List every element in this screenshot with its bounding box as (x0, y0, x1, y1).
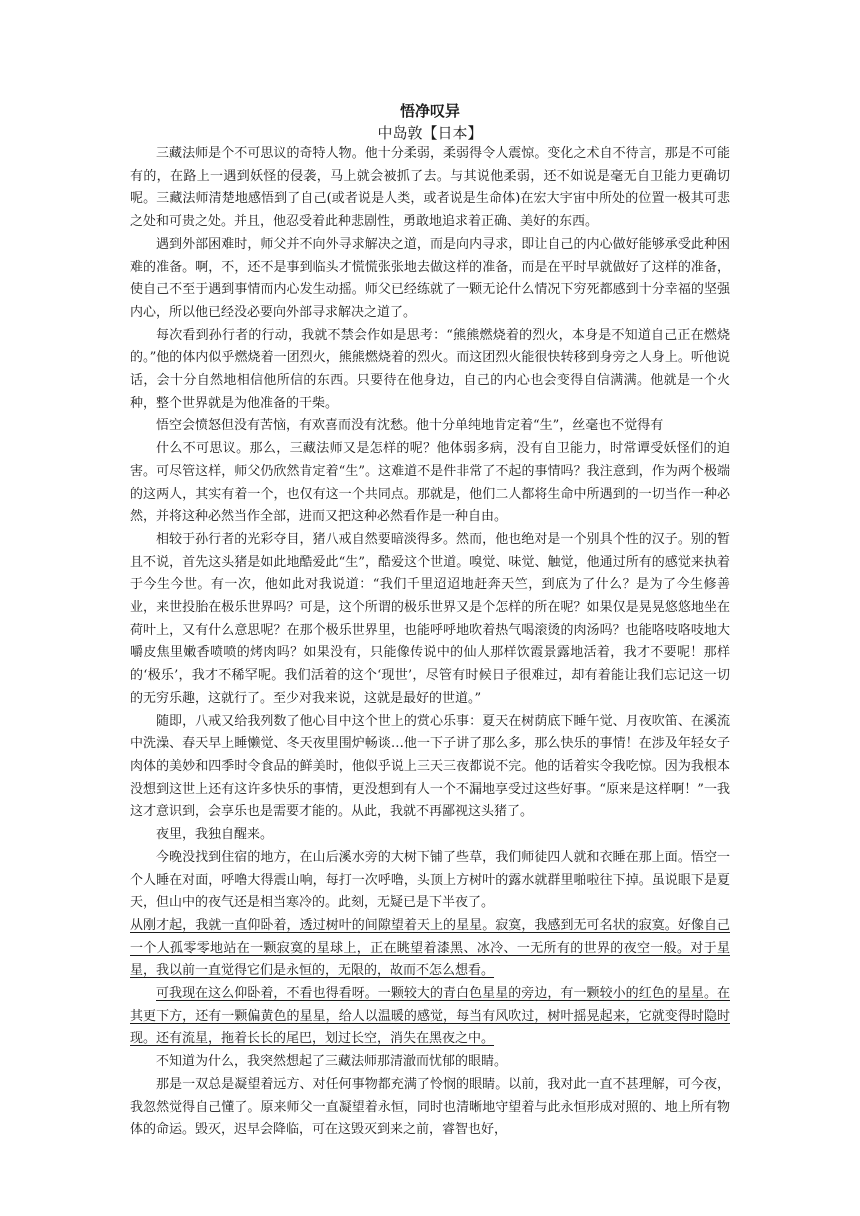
article-author: 中岛敦【日本】 (377, 124, 483, 142)
underlined-paragraph: 可我现在这么仰卧着，不看也得看呀。一颗较大的青白色星星的旁边，有一颗较小的红色的星星。在其更下方，还有一颗偏黄色的星星，给人以温暖的感觉，每当有风吹过，树叶摇晃起来，它就变得时隐时现。还有流星，拖着长长的尾巴，划过长空，消失在黑夜之中。 (130, 986, 730, 1047)
paragraph: 不知道为什么，我突然想起了三藏法师那清澈而忧郁的眼睛。 (156, 1054, 508, 1070)
paragraph: 夜里，我独自醒来。 (156, 827, 274, 843)
paragraph: 三藏法师是个不可思议的奇特人物。他十分柔弱，柔弱得令人震惊。变化之术自不待言，那是不可能有的，在路上一遇到妖怪的侵袭，马上就会被抓了去。与其说他柔弱，还不如说是毫无自卫能力更确切呢。三藏法师清楚地感悟到了自己(或者说是人类，或者说是生命体)在宏大宇宙中所处的位置一极其可悲之处和可贵之处。并且，他忍受着此种悲剧性，勇敢地追求着正确、美好的东西。 (130, 146, 730, 230)
paragraph: 随即，八戒又给我列数了他心目中这个世上的赏心乐事：夏天在树荫底下睡午觉、月夜吹笛、在溪流中洗澡、春天早上睡懒觉、冬天夜里围炉畅谈…他一下子讲了那么多，那么快乐的事情！在涉及年轻女子肉体的美妙和四季时令食品的鲜美时，他似乎说上三天三夜都说不完。他的话着实令我吃惊。因为我根本没想到这世上还有这许多快乐的事情，更没想到有人一个不漏地享受过这些好事。“原来是这样啊！”一我这才意识到，会享乐也是需要才能的。从此，我就不再鄙视这头猪了。 (130, 713, 730, 820)
article-title: 悟净叹异 (399, 102, 460, 120)
paragraph: 那是一双总是凝望着远方、对任何事物都充满了怜悯的眼睛。以前，我对此一直不甚理解，可今夜，我忽然觉得自己懂了。原来师父一直凝望着永恒，同时也清晰地守望着与此永恒形成对照的、地上所有物体的命运。毁灭，迟早会降临，可在这毁灭到来之前，睿智也好， (130, 1076, 730, 1138)
article-body (130, 143, 730, 1142)
paragraph: 悟空会愤怒但没有苦恼，有欢喜而没有沈愁。他十分单纯地肯定着“生”，丝毫也不觉得有 (156, 418, 664, 434)
paragraph: 相较于孙行者的光彩夺目，猪八戒自然要暗淡得多。然而，他也绝对是一个别具个性的汉子。别的暂且不说，首先这头猪是如此地酷爱此“生”，酷爱这个世道。嗅觉、味觉、触觉，他通过所有的感觉来执着于今生今世。有一次，他如此对我说道：“我们千里迢迢地赶奔天竺，到底为了什么？是为了今生修善业，来世投胎在极乐世界吗？可是，这个所谓的极乐世界又是个怎样的所在呢？如果仅是晃晃悠悠地坐在荷叶上，又有什么意思呢？在那个极乐世界里，也能呼呼地吹着热气喝滚烫的肉汤吗？也能咯吱咯吱地大嚼皮焦里嫩香喷喷的烤肉吗？如果没有，只能像传说中的仙人那样饮霞景露地活着，我才不要呢！那样的‘极乐’，我才不稀罕呢。我们活着的这个‘现世’，尽管有时候日子很难过，却有着能让我们忘记这一切的无穷乐趣，这就行了。至少对我来说，这就是最好的世道。” (130, 531, 730, 706)
underlined-paragraph: 从刚才起，我就一直仰卧着，透过树叶的间隙望着天上的星星。寂寞，我感到无可名状的寂寞。好像自己一个人孤零零地站在一颗寂寞的星球上，正在眺望着漆黑、冰冷、一无所有的世界的夜空一般。对于星星，我以前一直觉得它们是永恒的，无限的，故而不怎么想看。 (130, 917, 730, 979)
paragraph: 今晚没找到住宿的地方，在山后溪水旁的大树下铺了些草，我们师徒四人就和衣睡在那上面。悟空一个人睡在对面，呼噜大得震山响，每打一次呼噜，头顶上方树叶的露水就群里啪啦往下掉。虽说眼下是夏天，但山中的夜气还是相当寒冷的。此刻，无疑已是下半夜了。 (130, 849, 730, 911)
paragraph: 什么不可思议。那么，三藏法师又是怎样的呢？他体弱多病，没有自卫能力，时常谭受妖怪们的迫害。可尽管这样，师父仍欣然肯定着“生”。这难道不是件非常了不起的事情吗？我注意到，作为两个极端的这两人，其实有着一个，也仅有这一个共同点。那就是，他们二人都将生命中所遇到的一切当作一种必然，并将这种必然当作全部，进而又把这种必然看作是一种自由。 (130, 441, 730, 525)
paragraph: 遇到外部困难时，师父并不向外寻求解决之道，而是向内寻求，即让自己的内心做好能够承受此种困难的准备。啊，不，还不是事到临头才慌慌张张地去做这样的准备，而是在平时早就做好了这样的准备，使自己不至于遇到事情而内心发生动摇。师父已经练就了一颗无论什么情况下穷死都感到十分幸福的坚强内心，所以他已经没必要向外部寻求解决之道了。 (130, 236, 730, 320)
paragraph: 每次看到孙行者的行动，我就不禁会作如是思考：“熊熊燃烧着的烈火，本身是不知道自己正在燃烧的。”他的体内似乎燃烧着一团烈火，熊熊燃烧着的烈火。而这团烈火能很快转移到身旁之人身上。听他说话，会十分自然地相信他所信的东西。只要待在他身边，自己的内心也会变得自信满满。他就是一个火种，整个世界就是为他准备的干柴。 (130, 327, 730, 411)
